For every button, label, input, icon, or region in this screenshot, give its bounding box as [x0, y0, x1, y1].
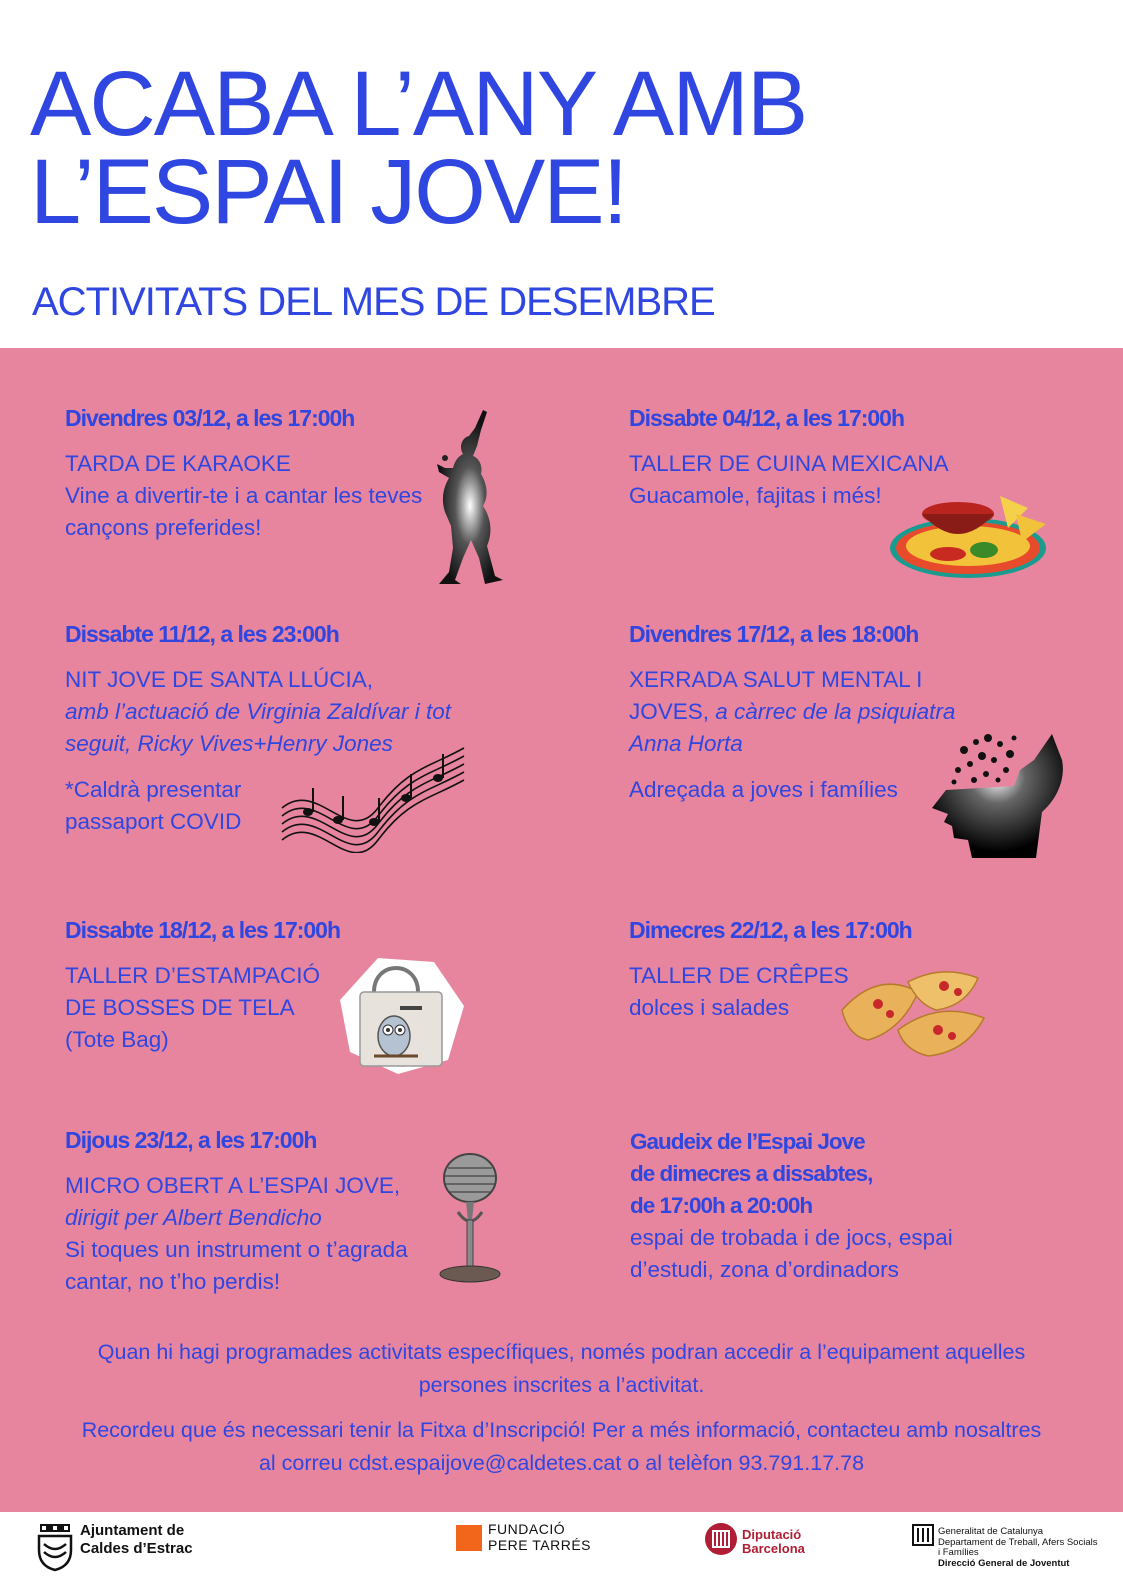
event-title: TALLER DE CUINA MEXICANA [629, 451, 949, 476]
event-date: Dimecres 22/12, a les 17:00h [629, 917, 912, 943]
opening-hours-info [630, 1126, 1050, 1286]
event-date: Dissabte 04/12, a les 17:00h [629, 405, 905, 431]
fundacio-logo-text [488, 1521, 591, 1553]
logo-line: Barcelona [742, 1541, 805, 1556]
event-title: MICRO OBERT A L’ESPAI JOVE, [65, 1173, 401, 1198]
logo-line-bold: Direcció General de Joventut [938, 1557, 1070, 1569]
event-text: (Tote Bag) [65, 1027, 169, 1052]
page-title-line-2: L’ESPAI JOVE! [30, 141, 627, 243]
logo-line: FUNDACIÓ [488, 1521, 566, 1537]
notice-line: Recordeu que és necessari tenir la Fitxa d’Inscripció! Per a més informació, contacteu amb nosaltres [81, 1418, 1042, 1442]
event-note-line: Adreçada a joves i famílies [629, 777, 898, 802]
opening-hours-line: de dimecres a dissabtes, [630, 1161, 873, 1186]
logo-line: Generalitat de Catalunya [938, 1526, 1044, 1537]
event-host: dirigit per Albert Bendicho [65, 1205, 322, 1230]
event-note-line: *Caldrà presentar [65, 777, 242, 802]
diputacio-logo-text [742, 1528, 805, 1556]
mental-health-head-icon [924, 730, 1074, 860]
tote-bag-icon [338, 956, 466, 1076]
registration-notice [40, 1414, 1083, 1480]
event-title: TARDA DE KARAOKE [65, 451, 291, 476]
karaoke-singer-icon [425, 408, 515, 588]
generalitat-logo-text [938, 1527, 1097, 1569]
crepes-icon [838, 960, 988, 1060]
event-note-line: passaport COVID [65, 809, 242, 834]
event-date: Dijous 23/12, a les 17:00h [65, 1127, 317, 1153]
opening-hours-text: d’estudi, zona d’ordinadors [630, 1257, 899, 1282]
logo-line: Caldes d’Estrac [80, 1540, 193, 1557]
generalitat-emblem-icon [912, 1524, 934, 1546]
poster-header [0, 0, 1123, 348]
logo-line: Diputació [742, 1527, 802, 1542]
logo-line: Ajuntament de [80, 1522, 185, 1539]
event-text: cançons preferides! [65, 515, 262, 540]
event-text: cantar, no t’ho perdis! [65, 1269, 281, 1294]
fundacio-square-icon [456, 1525, 482, 1551]
event-date: Divendres 17/12, a les 18:00h [629, 621, 919, 647]
microphone-icon [430, 1150, 510, 1290]
ajuntament-crest-icon [36, 1522, 74, 1572]
diputacio-seal-icon [704, 1522, 738, 1556]
notice-line: persones inscrites a l’activitat. [418, 1373, 705, 1397]
event-text: Vine a divertir-te i a cantar les teves [65, 483, 423, 508]
event-text: Si toques un instrument o t’agrada [65, 1237, 408, 1262]
music-notes-icon [278, 738, 468, 853]
page-title-line-1: ACABA L’ANY AMB [30, 53, 807, 155]
logo-line: i Famílies [938, 1547, 979, 1558]
logo-line: Departament de Treball, Afers Socials [938, 1536, 1098, 1548]
event-title: DE BOSSES DE TELA [65, 995, 295, 1020]
event-speaker: a càrrec de la psiquiatra [709, 699, 956, 724]
event-text: seguit, Ricky Vives+Henry Jones [65, 731, 393, 756]
event-title: TALLER D’ESTAMPACIÓ [65, 963, 321, 988]
opening-hours-line: Gaudeix de l’Espai Jove [630, 1129, 865, 1154]
event-text: dolces i salades [629, 995, 790, 1020]
opening-hours-heading [630, 1126, 1050, 1222]
event-date: Dissabte 11/12, a les 23:00h [65, 621, 339, 647]
opening-hours-line: de 17:00h a 20:00h [630, 1193, 813, 1218]
access-notice [40, 1336, 1083, 1402]
event-text: Guacamole, fajitas i més! [629, 483, 882, 508]
notice-line: Quan hi hagi programades activitats específiques, només podran accedir a l’equipament aquelles [97, 1340, 1026, 1364]
ajuntament-logo-text [80, 1522, 193, 1558]
event-title-cont: JOVES, [629, 699, 710, 724]
event-speaker-name: Anna Horta [629, 731, 743, 756]
logo-line: PERE TARRÉS [488, 1537, 592, 1553]
event-date: Dissabte 18/12, a les 17:00h [65, 917, 341, 943]
event-title: XERRADA SALUT MENTAL I [629, 667, 923, 692]
event-title: NIT JOVE DE SANTA LLÚCIA, [65, 667, 374, 692]
logo-line [938, 1559, 1097, 1570]
opening-hours-text: espai de trobada i de jocs, espai [630, 1225, 953, 1250]
opening-hours-description [630, 1222, 1050, 1286]
event-text [629, 696, 1069, 728]
event-title: TALLER DE CRÊPES [629, 963, 849, 988]
notice-line: al correu cdst.espaijove@caldetes.cat o al telèfon 93.791.17.78 [258, 1451, 865, 1475]
page-subtitle: ACTIVITATS DEL MES DE DESEMBRE [32, 280, 715, 324]
event-date: Divendres 03/12, a les 17:00h [65, 405, 355, 431]
event-text: amb l’actuació de Virginia Zaldívar i tot [65, 699, 452, 724]
mexican-food-icon [888, 488, 1053, 583]
